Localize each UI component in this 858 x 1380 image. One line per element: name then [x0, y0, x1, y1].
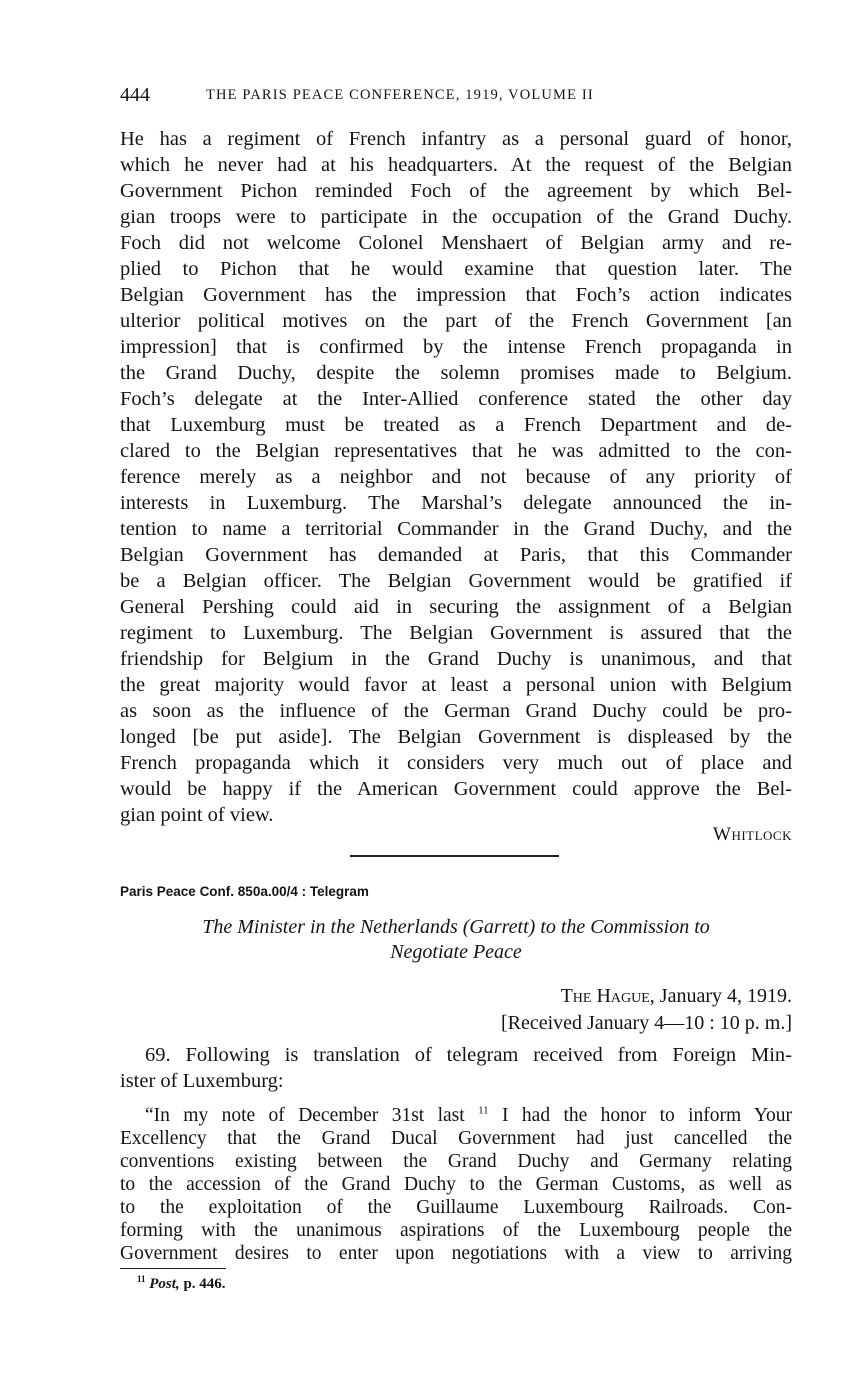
- text-line: French propaganda which it considers very much out of place and: [120, 752, 792, 774]
- text-line: conventions existing between the Grand Duchy and Germany relating: [120, 1151, 792, 1172]
- text-line: Belgian Government has demanded at Paris, that this Commander: [120, 544, 792, 566]
- text-line: longed [be put aside]. The Belgian Government is displeased by the: [120, 726, 792, 748]
- text-line: the Grand Duchy, despite the solemn promises made to Belgium.: [120, 362, 792, 384]
- footnote-ref: Post,: [149, 1276, 180, 1292]
- text-line: Government Pichon reminded Foch of the agreement by which Bel-: [120, 180, 792, 202]
- footnote-marker: 11: [137, 1274, 146, 1284]
- document-title-line: Negotiate Peace: [390, 941, 522, 963]
- text-line: Belgian Government has the impression that Foch’s action indicates: [120, 284, 792, 306]
- text-line: Government desires to enter upon negotiations with a view to arriving: [120, 1243, 792, 1264]
- text-line: tention to name a territorial Commander in the Grand Duchy, and the: [120, 518, 792, 540]
- received-line: [Received January 4—10 : 10 p. m.]: [500, 1012, 792, 1034]
- file-reference: Paris Peace Conf. 850a.00/4 : Telegram: [120, 884, 369, 899]
- signature: Whitlock: [713, 824, 792, 845]
- running-head: THE PARIS PEACE CONFERENCE, 1919, VOLUME II: [206, 87, 594, 103]
- text-line: Excellency that the Grand Ducal Government had just cancelled the: [120, 1128, 792, 1149]
- dateline-place: The Hague,: [560, 985, 655, 1007]
- text-line: friendship for Belgium in the Grand Duchy is unanimous, and that: [120, 648, 792, 670]
- text-line: the great majority would favor at least a personal union with Belgium: [120, 674, 792, 696]
- text-line: He has a regiment of French infantry as a personal guard of honor,: [120, 128, 792, 150]
- text-line: interests in Luxemburg. The Marshal’s delegate announced the in-: [120, 492, 792, 514]
- text-line: gian troops were to participate in the occupation of the Grand Duchy.: [120, 206, 792, 228]
- page-number: 444: [120, 84, 150, 106]
- text-line: Foch did not welcome Colonel Menshaert of Belgian army and re-: [120, 232, 792, 254]
- body-paragraph-2: [120, 1042, 792, 1094]
- text-line: which he never had at his headquarters. At the request of the Belgian: [120, 154, 792, 176]
- page-header: [120, 84, 792, 108]
- text-line: plied to Pichon that he would examine that question later. The: [120, 258, 792, 280]
- text-line: ference merely as a neighbor and not because of any priority of: [120, 466, 792, 488]
- footnote: [137, 1276, 226, 1293]
- text-line: would be happy if the American Government could approve the Bel-: [120, 778, 792, 800]
- document-title-line: The Minister in the Netherlands (Garrett) to the Commission to: [202, 916, 710, 938]
- footnote-divider: [120, 1268, 226, 1269]
- text-line: [120, 1104, 792, 1127]
- text-line: impression] that is confirmed by the intense French propaganda in: [120, 336, 792, 358]
- text-line: clared to the Belgian representatives that he was admitted to the con-: [120, 440, 792, 462]
- text-line: regiment to Luxemburg. The Belgian Government is assured that the: [120, 622, 792, 644]
- section-divider: [350, 855, 559, 857]
- footnote-page: p. 446.: [183, 1276, 226, 1292]
- text-line: forming with the unanimous aspirations of the Luxembourg people the: [120, 1220, 792, 1241]
- text-line: gian point of view.: [120, 804, 274, 826]
- body-paragraph-1: [120, 126, 792, 828]
- text-line: be a Belgian officer. The Belgian Government would be gratified if: [120, 570, 792, 592]
- text-fragment: “In my note of December 31st last: [145, 1105, 465, 1126]
- dateline-date: January 4, 1919.: [659, 985, 792, 1007]
- footnote-marker: 11: [478, 1104, 489, 1117]
- text-line: that Luxemburg must be treated as a French Department and de-: [120, 414, 792, 436]
- dateline: [561, 985, 792, 1008]
- document-title: [120, 915, 792, 965]
- text-line: to the exploitation of the Guillaume Luxembourg Railroads. Con-: [120, 1197, 792, 1218]
- text-line: 69. Following is translation of telegram received from Foreign Min-: [145, 1044, 792, 1066]
- text-line: General Pershing could aid in securing the assignment of a Belgian: [120, 596, 792, 618]
- text-line: ulterior political motives on the part of the French Government [an: [120, 310, 792, 332]
- text-fragment: I had the honor to inform Your: [502, 1105, 792, 1126]
- text-line: ister of Luxemburg:: [120, 1070, 284, 1092]
- text-line: to the accession of the Grand Duchy to the German Customs, as well as: [120, 1174, 792, 1195]
- body-paragraph-3: [120, 1104, 792, 1265]
- text-line: as soon as the influence of the German Grand Duchy could be pro-: [120, 700, 792, 722]
- text-line: Foch’s delegate at the Inter-Allied conference stated the other day: [120, 388, 792, 410]
